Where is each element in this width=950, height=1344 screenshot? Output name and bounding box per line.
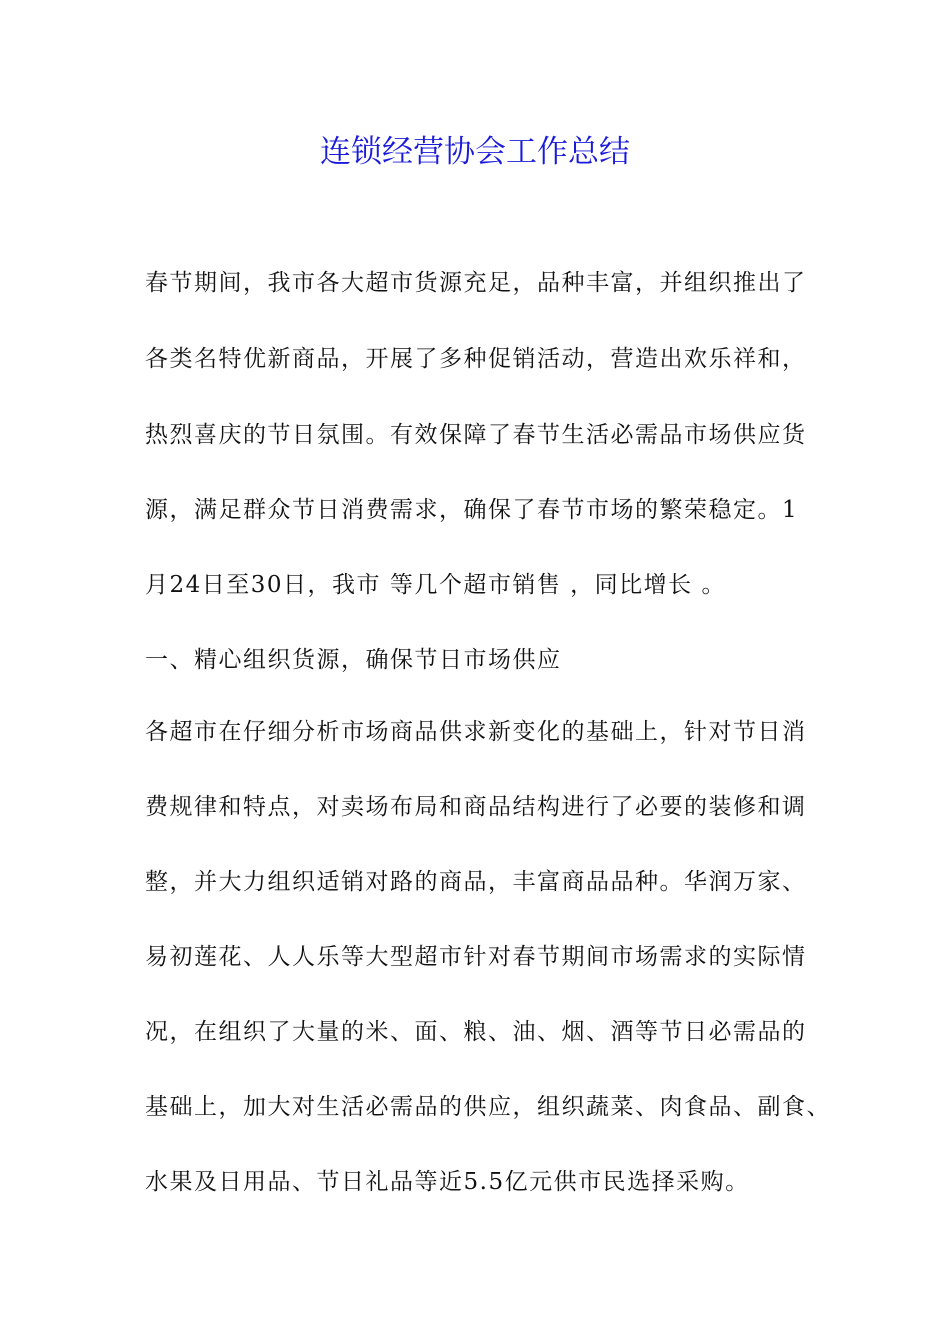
body-line: 月24日至30日，我市 等几个超市销售 ，同比增长 。 xyxy=(145,572,726,598)
section-heading: 一、精心组织货源，确保节日市场供应 xyxy=(145,647,562,673)
body-line: 水果及日用品、节日礼品等近5.5亿元供市民选择采购。 xyxy=(145,1169,750,1195)
body-line: 整，并大力组织适销对路的商品，丰富商品品种。华润万家、 xyxy=(145,869,807,895)
body-line: 热烈喜庆的节日氛围。有效保障了春节生活必需品市场供应货 xyxy=(145,422,807,448)
body-line: 源，满足群众节日消费需求，确保了春节市场的繁荣稳定。1 xyxy=(145,497,799,523)
body-line: 各超市在仔细分析市场商品供求新变化的基础上，针对节日消 xyxy=(145,719,807,745)
body-line: 易初莲花、人人乐等大型超市针对春节期间市场需求的实际情 xyxy=(145,944,807,970)
body-line: 基础上，加大对生活必需品的供应，组织蔬菜、肉食品、副食、 xyxy=(145,1094,831,1120)
body-line: 费规律和特点，对卖场布局和商品结构进行了必要的装修和调 xyxy=(145,794,807,820)
body-line: 春节期间，我市各大超市货源充足，品种丰富，并组织推出了 xyxy=(145,270,807,296)
body-line: 各类名特优新商品，开展了多种促销活动，营造出欢乐祥和， xyxy=(145,346,807,372)
document-title: 连锁经营协会工作总结 xyxy=(320,134,630,170)
body-line: 况，在组织了大量的米、面、粮、油、烟、酒等节日必需品的 xyxy=(145,1019,807,1045)
